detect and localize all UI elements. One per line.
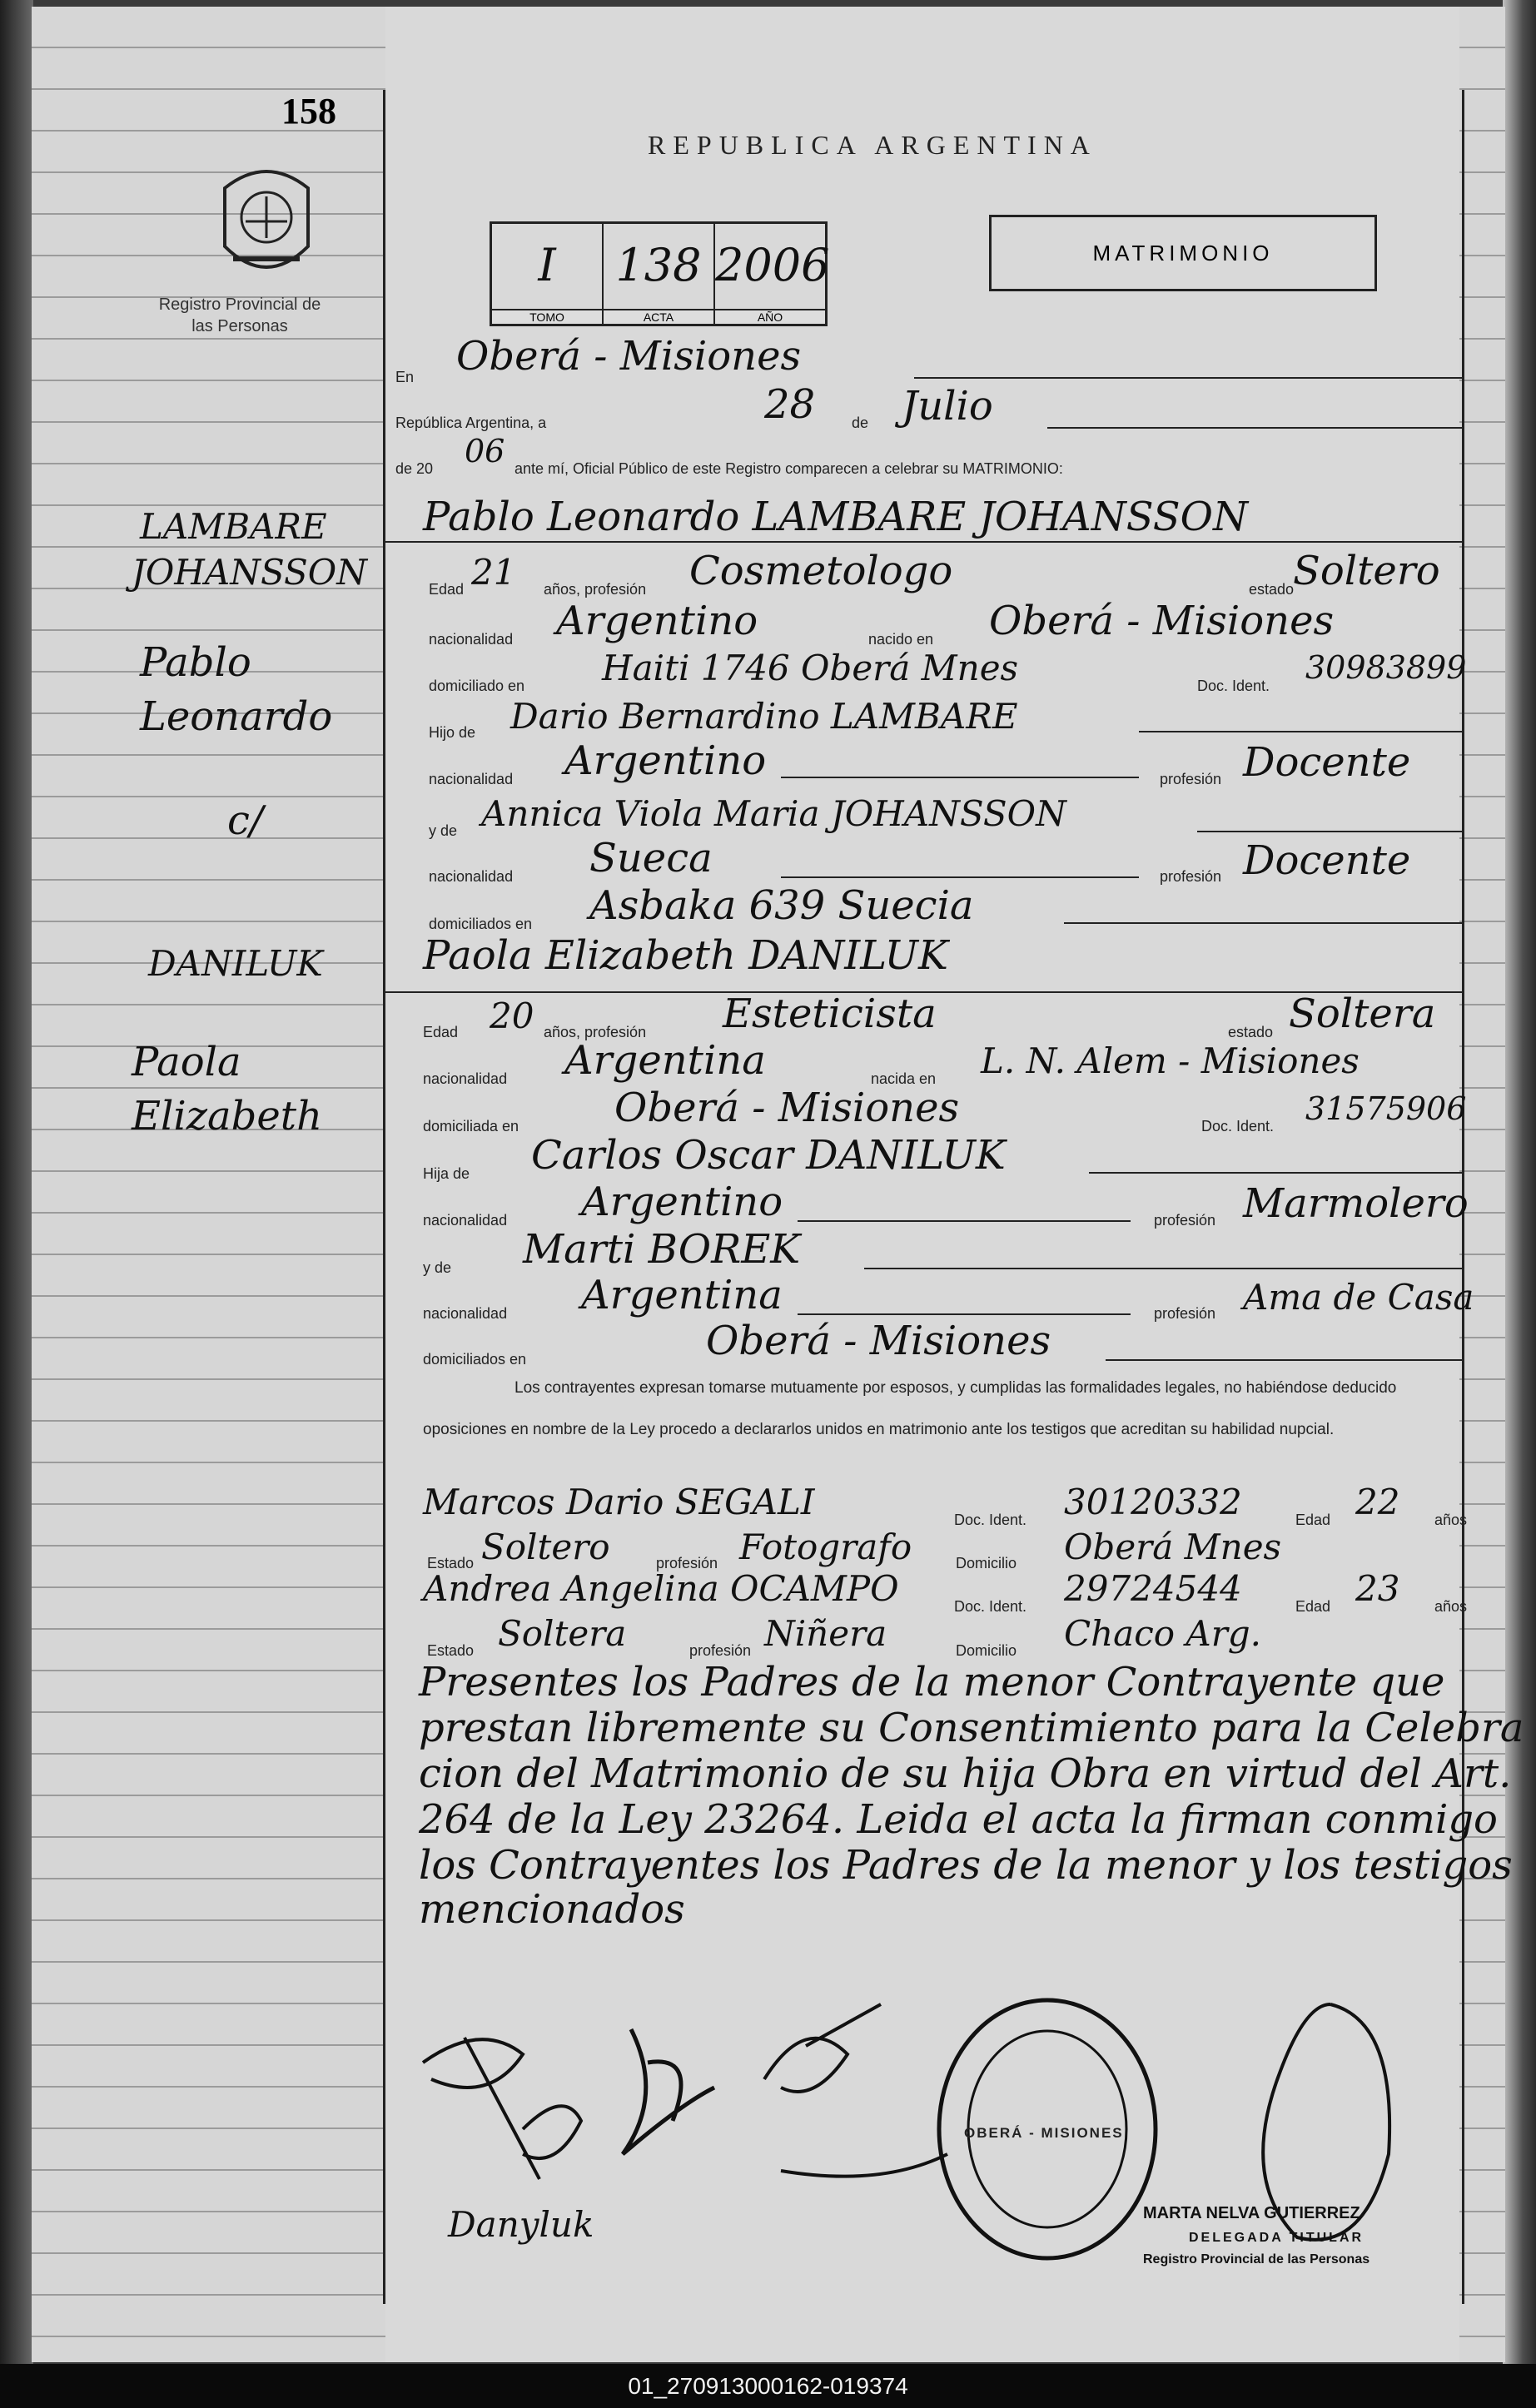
groom-domicilio: Haiti 1746 Oberá Mnes [602,648,1019,688]
witness2-edad-label: Edad [1295,1598,1331,1615]
margin-divider [383,90,385,2304]
groom-estado: Soltero [1293,548,1440,594]
signature-underline [781,2154,947,2177]
groom-mother: Annica Viola Maria JOHANSSON [481,793,1066,834]
margin-bride-name2: Elizabeth [132,1093,322,1139]
witness2-domicilio: Chaco Arg. [1064,1613,1262,1654]
bride-parents-dom-label: domiciliados en [423,1351,527,1368]
tomo-value: I [538,239,556,291]
note-line: 264 de la Ley 23264. Leida el acta la firman conmigo [419,1796,1498,1843]
bride-edad: 20 [490,995,534,1036]
witness1-profesion-label: profesión [656,1555,718,1571]
note-line: los Contrayentes los Padres de la menor y los testigos [419,1842,1513,1889]
acta-label: ACTA [604,309,713,324]
witness1-estado: Soltero [481,1527,610,1567]
bride-father-prof-label: profesión [1154,1212,1216,1229]
groom-edad-label: Edad [429,581,465,598]
stamp-name: MARTA NELVA GUTIERREZ [1143,2204,1360,2222]
witness1-edad: 22 [1355,1482,1400,1522]
bride-profesion: Esteticista [723,991,937,1037]
bride-nacionalidad-label: nacionalidad [423,1070,508,1087]
bride-father-nac: Argentino [581,1179,783,1225]
bride-edad-label: Edad [423,1024,459,1040]
bride-mother-prof: Ama de Casa [1243,1277,1474,1318]
tomo-label: TOMO [492,309,602,324]
witness1-estado-label: Estado [427,1555,475,1571]
bride-mother-prof-label: profesión [1154,1305,1216,1322]
groom-parents-dom-label: domiciliados en [429,916,533,932]
groom-doc: 30983899 [1305,649,1467,686]
bride-domicilio: Oberá - Misiones [614,1085,960,1131]
groom-mother-nac-label: nacionalidad [429,868,514,885]
rule [914,377,1464,379]
witness2-doc: 29724544 [1064,1568,1242,1609]
groom-nacido: Oberá - Misiones [989,598,1335,644]
bride-nacionalidad: Argentina [564,1037,766,1084]
groom-hijo-label: Hijo de [429,724,476,741]
bride-estado-label: estado [1228,1024,1274,1040]
margin-groom-surname1: LAMBARE [140,506,327,547]
tomo-cell [492,224,604,324]
groom-nacido-label: nacido en [868,631,934,648]
signature-scribble [764,2004,881,2092]
bride-doc: 31575906 [1305,1090,1467,1127]
bride-mother-nac: Argentina [581,1272,783,1318]
witness2-name: Andrea Angelina OCAMPO [423,1568,899,1609]
rule [1139,731,1462,732]
bride-domiciliada-label: domiciliada en [423,1118,519,1134]
witness2-profesion-label: profesión [689,1642,752,1659]
book-binding-right [1503,0,1536,2381]
note-line: Presentes los Padres de la menor Contrayente que [419,1659,1445,1705]
register-page [32,7,1524,2362]
groom-nacionalidad-label: nacionalidad [429,631,514,648]
place-value: Oberá - Misiones [456,333,802,380]
witness1-profesion: Fotografo [739,1527,912,1567]
witness2-edad: 23 [1355,1568,1400,1609]
bride-father-nac-label: nacionalidad [423,1212,508,1229]
rule [1197,831,1462,832]
country-heading: REPUBLICA ARGENTINA [648,130,1097,160]
groom-mother-prof: Docente [1243,837,1411,884]
groom-mother-prof-label: profesión [1160,868,1222,885]
day-value: 28 [764,381,816,428]
groom-edad: 21 [471,552,516,593]
intro-text: ante mí, Oficial Público de este Registro comparecen a celebrar su MATRIMONIO: [514,460,1063,477]
coat-of-arms-icon [216,155,316,288]
republica-label: República Argentina, a [395,415,547,431]
book-binding-left [0,0,33,2381]
image-id-footer: 01_270913000162-019374 [0,2364,1536,2408]
groom-mother-nac: Sueca [589,835,713,881]
margin-bride-name1: Paola [132,1039,241,1085]
bride-mother: Marti BOREK [523,1226,801,1273]
year-prefix: de 20 [395,460,434,477]
margin-connector: c/ [227,797,264,844]
groom-profesion-label: años, profesión [544,581,647,598]
en-label: En [395,369,415,385]
bride-nacida: L. N. Alem - Misiones [981,1040,1360,1081]
bride-estado: Soltera [1289,991,1436,1037]
bride-hija-label: Hija de [423,1165,470,1182]
bride-father-prof: Marmolero [1243,1180,1469,1227]
margin-groom-surname2: JOHANSSON [132,552,367,593]
margin-groom-name2: Leonardo [140,693,333,740]
witness2-domicilio-label: Domicilio [956,1642,1017,1659]
witness1-domicilio-label: Domicilio [956,1555,1017,1571]
year-suffix: 06 [465,433,505,469]
groom-father-nac: Argentino [564,737,767,784]
rule [864,1268,1462,1269]
rule [1106,1359,1462,1361]
witness2-doc-label: Doc. Ident. [954,1598,1027,1615]
witness2-estado-label: Estado [427,1642,475,1659]
witness1-doc-label: Doc. Ident. [954,1512,1027,1528]
witness1-name: Marcos Dario SEGALI [423,1482,815,1522]
witness2-estado: Soltera [498,1613,627,1654]
groom-nacionalidad: Argentino [556,598,758,644]
stamp-title: DELEGADA TITULAR [1189,2231,1365,2245]
bride-mother-nac-label: nacionalidad [423,1305,508,1322]
ano-cell [715,224,830,324]
bride-nacida-label: nacida en [871,1070,937,1087]
groom-parents-dom: Asbaka 639 Suecia [589,882,974,929]
groom-domiciliado-label: domiciliado en [429,678,525,694]
acta-cell [604,224,715,324]
ano-value: 2006 [715,239,830,291]
rule [798,1220,1131,1222]
groom-doc-label: Doc. Ident. [1197,678,1270,694]
rule [798,1313,1131,1315]
groom-father-prof: Docente [1243,739,1411,786]
witness1-doc: 30120332 [1064,1482,1242,1522]
witness1-edad-label: Edad [1295,1512,1331,1528]
groom-profesion: Cosmetologo [689,548,953,594]
rule [1089,1172,1462,1174]
stamp-registry: Registro Provincial de las Personas [1143,2252,1370,2266]
rule [781,876,1139,878]
margin-groom-name1: Pablo [140,639,251,686]
groom-yde-label: y de [429,822,458,839]
bride-profesion-label: años, profesión [544,1024,647,1040]
witness2-profesion: Niñera [764,1613,887,1654]
registry-name: Registro Provincial de las Personas [158,295,321,335]
groom-name: Pablo Leonardo LAMBARE JOHANSSON [423,494,1248,540]
section-rule [385,541,1462,543]
witness1-domicilio: Oberá Mnes [1064,1527,1282,1567]
folio-number: 158 [281,91,336,132]
declaration-text: Los contrayentes expresan tomarse mutuamente por esposos, y cumplidas las formalidades legales, no habiéndose deducido oposiciones en nombre de la Ley procedo a declararlos unidos en matrimonio ante los testigos que acreditan su habilidad nupcial. [423,1379,1397,1438]
witness2-anos-label: años [1434,1598,1468,1615]
record-reference-box [490,221,828,326]
witness1-anos-label: años [1434,1512,1468,1528]
bride-father: Carlos Oscar DANILUK [531,1132,1006,1179]
groom-father: Dario Bernardino LAMBARE [510,696,1018,737]
groom-father-nac-label: nacionalidad [429,771,514,787]
rule [781,777,1139,778]
note-line: cion del Matrimonio de su hija Obra en virtud del Art. [419,1750,1512,1797]
signature-scribble [423,2038,581,2179]
signature1: Danyluk [448,2204,594,2245]
groom-estado-label: estado [1249,581,1295,598]
record-type-box: MATRIMONIO [989,215,1377,291]
margin-bride-surname: DANILUK [148,943,323,984]
note-line: mencionados [419,1886,685,1933]
acta-value: 138 [615,239,702,291]
rule [1064,922,1462,924]
bride-name: Paola Elizabeth DANILUK [423,932,948,979]
bride-doc-label: Doc. Ident. [1201,1118,1275,1134]
rule [1047,427,1464,429]
groom-father-prof-label: profesión [1160,771,1222,787]
bride-yde-label: y de [423,1259,452,1276]
bride-parents-dom: Oberá - Misiones [706,1318,1051,1364]
month-value: Julio [902,383,993,429]
signature-scribble [623,2029,714,2154]
de-label: de [852,415,869,431]
note-line: prestan libremente su Consentimiento para la Celebra [419,1705,1524,1751]
ano-label: AÑO [715,309,825,324]
seal-text: OBERÁ - MISIONES [964,2125,1124,2141]
